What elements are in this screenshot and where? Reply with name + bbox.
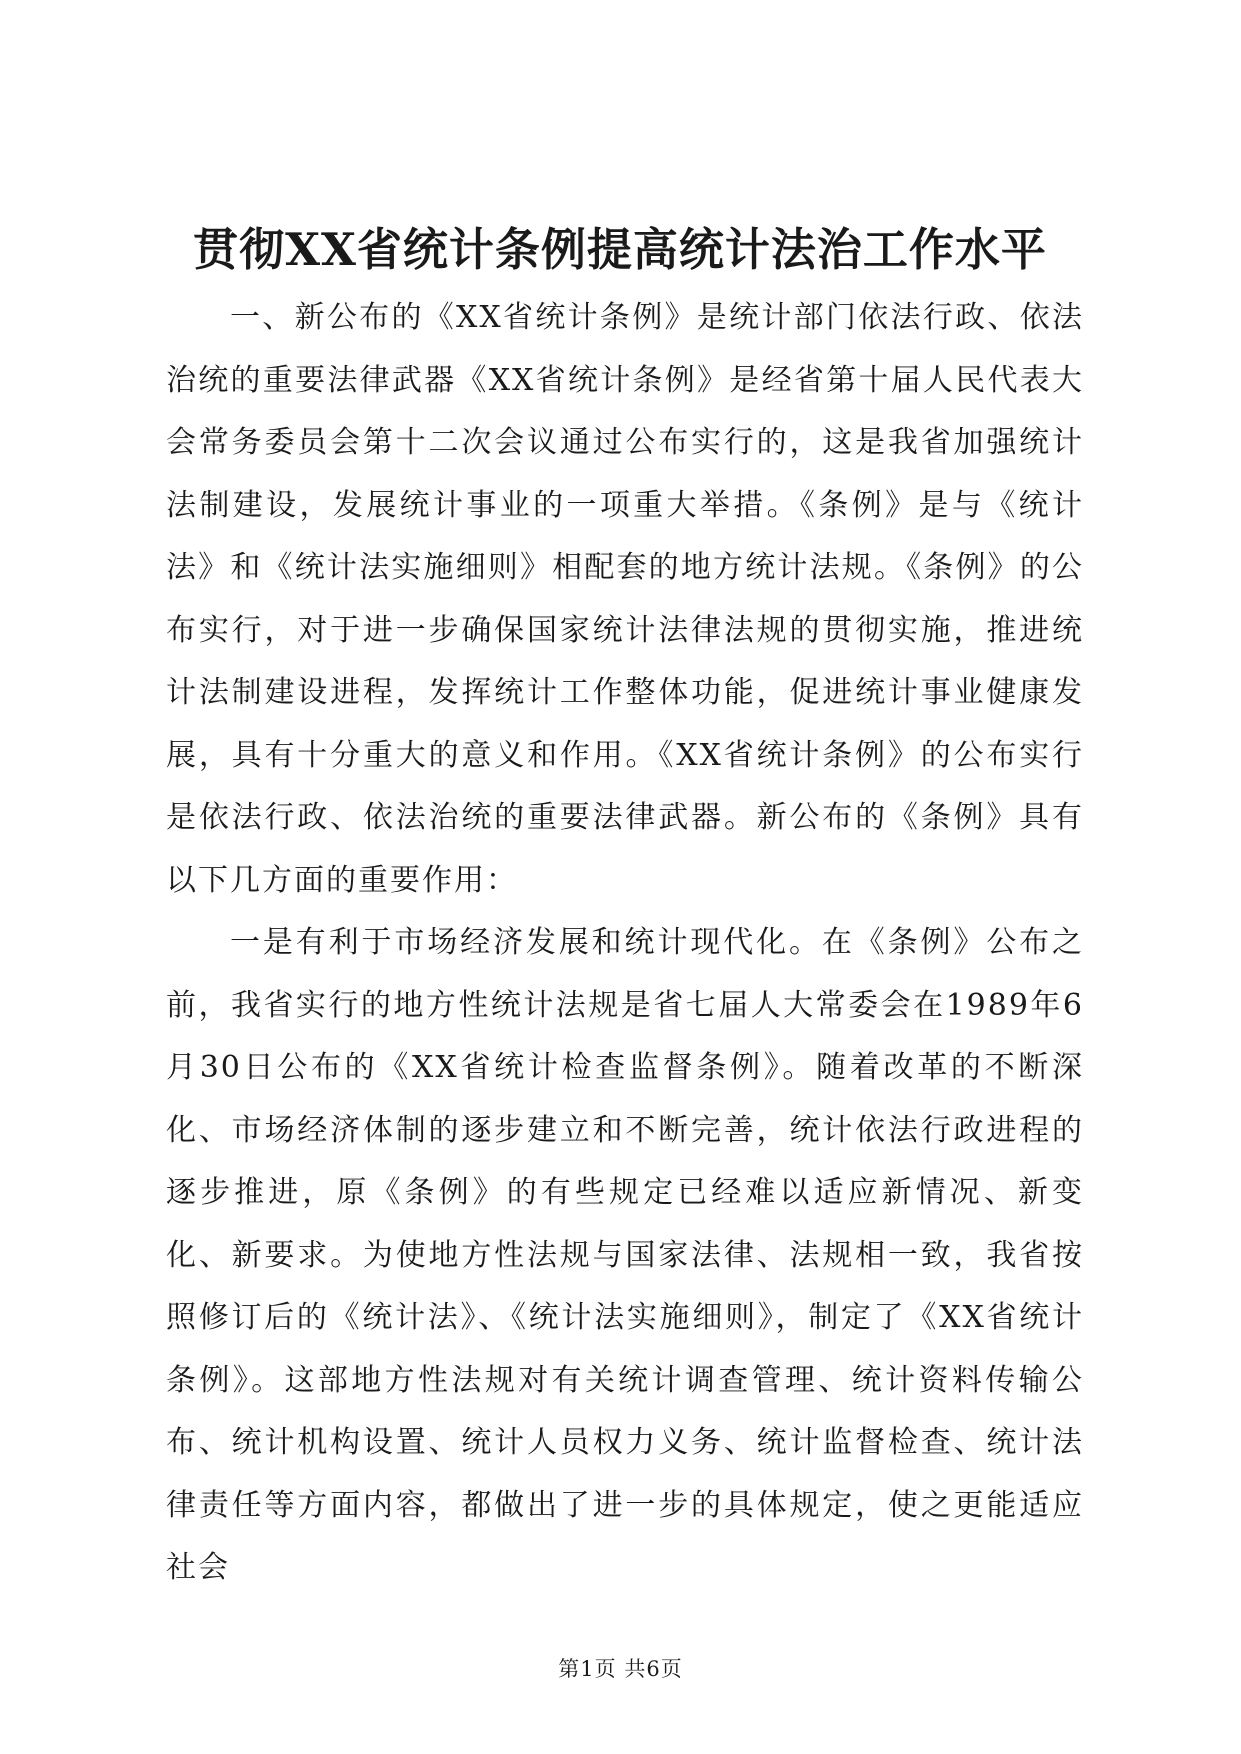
paragraph-1: 一、新公布的《XX省统计条例》是统计部门依法行政、依法治统的重要法律武器《XX省统计条例》是经省第十届人民代表大会常务委员会第十二次会议通过公布实行的，这是我省加强统计法制建设，发展统计事业的一项重大举措。《条例》是与《统计法》和《统计法实施细则》相配套的地方统计法规。《条例》的公布实行，对于进一步确保国家统计法律法规的贯彻实施，推进统计法制建设进程，发挥统计工作整体功能，促进统计事业健康发展，具有十分重大的意义和作用。《XX省统计条例》的公布实行是依法行政、依法治统的重要法律武器。新公布的《条例》具有以下几方面的重要作用： [166, 300, 1084, 898]
page-footer: 第1页 共6页 [558, 1657, 683, 1681]
document-body [166, 287, 1084, 1600]
document-title: 贯彻XX省统计条例提高统计法治工作水平 [193, 223, 1047, 276]
paragraph-2: 一是有利于市场经济发展和统计现代化。在《条例》公布之前，我省实行的地方性统计法规是省七届人大常委会在1989年6月30日公布的《XX省统计检查监督条例》。随着改革的不断深化、市场经济体制的逐步建立和不断完善，统计依法行政进程的逐步推进，原《条例》的有些规定已经难以适应新情况、新变化、新要求。为使地方性法规与国家法律、法规相一致，我省按照修订后的《统计法》、《统计法实施细则》，制定了《XX省统计条例》。这部地方性法规对有关统计调查管理、统计资料传输公布、统计机构设置、统计人员权力义务、统计监督检查、统计法律责任等方面内容，都做出了进一步的具体规定，使之更能适应社会 [166, 925, 1084, 1585]
